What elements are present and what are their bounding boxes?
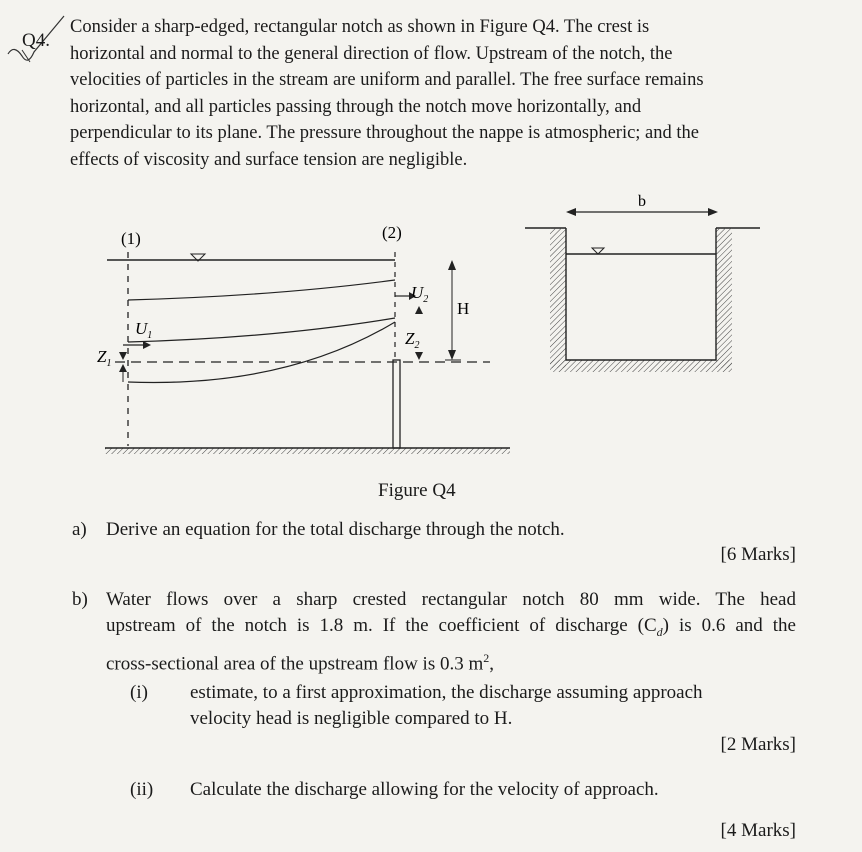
- part-b-i-text: [190, 680, 796, 732]
- notch-side-view-diagram: [95, 210, 515, 470]
- question-line: horizontal, and all particles passing through the notch move horizontally, and: [70, 96, 642, 117]
- streamline-middle: [128, 318, 395, 342]
- streamline-lower: [128, 322, 395, 383]
- part-b-line: Water flows over a sharp crested rectangular notch 80 mm wide. The head: [106, 589, 796, 610]
- part-b-text: [106, 587, 796, 677]
- part-a-marks: [6 Marks]: [720, 544, 796, 565]
- part-b-i-line: velocity head is negligible compared to H.: [190, 708, 513, 729]
- channel-bed: [105, 448, 510, 454]
- notch-front-view-diagram: [520, 190, 765, 380]
- question-line: perpendicular to its plane. The pressure throughout the nappe is atmospheric; and the: [70, 123, 699, 143]
- streamline-upper: [128, 280, 395, 300]
- question-line: velocities of particles in the stream are uniform and parallel. The free surface remains: [70, 70, 704, 90]
- left-wall: [550, 228, 566, 368]
- notch-plate: [393, 360, 400, 448]
- part-b-i-label: (i): [130, 682, 148, 703]
- section-2-label: (2): [382, 223, 402, 242]
- z2-label: $Z_2$: [405, 329, 420, 351]
- part-b-line: upstream of the notch is 1.8 m. If the coefficient of discharge $(C_d)$ is 0.6 and the: [106, 615, 796, 639]
- part-a-text: Derive an equation for the total discharge through the notch.: [106, 519, 565, 540]
- notch-opening: [566, 228, 716, 360]
- right-wall: [716, 228, 732, 368]
- part-a-label: a): [72, 519, 87, 540]
- question-number: Q4.: [22, 30, 50, 51]
- u2-label: $U_2$: [411, 283, 429, 305]
- question-line: horizontal and normal to the general direction of flow. Upstream of the notch, the: [70, 43, 673, 64]
- part-b-ii-label: (ii): [130, 779, 154, 800]
- width-b-label: b: [638, 193, 646, 210]
- part-b-ii-text: Calculate the discharge allowing for the velocity of approach.: [190, 779, 659, 800]
- part-b-line: cross-sectional area of the upstream flow is 0.3 $m^2$,: [106, 650, 494, 675]
- question-line: Consider a sharp-edged, rectangular notch as shown in Figure Q4. The crest is: [70, 17, 650, 37]
- part-b-ii-marks: [4 Marks]: [720, 820, 796, 841]
- head-label: H: [457, 299, 470, 318]
- part-b-label: b): [72, 589, 88, 610]
- u1-label: $U_1$: [135, 319, 153, 341]
- z1-label: $Z_1$: [97, 347, 112, 369]
- part-b-i-line: estimate, to a first approximation, the discharge assuming approach: [190, 682, 703, 703]
- section-1-label: (1): [121, 229, 141, 248]
- notch-floor: [550, 360, 732, 372]
- question-line: effects of viscosity and surface tension are negligible.: [70, 149, 468, 170]
- part-b-i-marks: [2 Marks]: [720, 734, 796, 755]
- question-body: [70, 14, 798, 173]
- figure-caption: Figure Q4: [378, 480, 456, 501]
